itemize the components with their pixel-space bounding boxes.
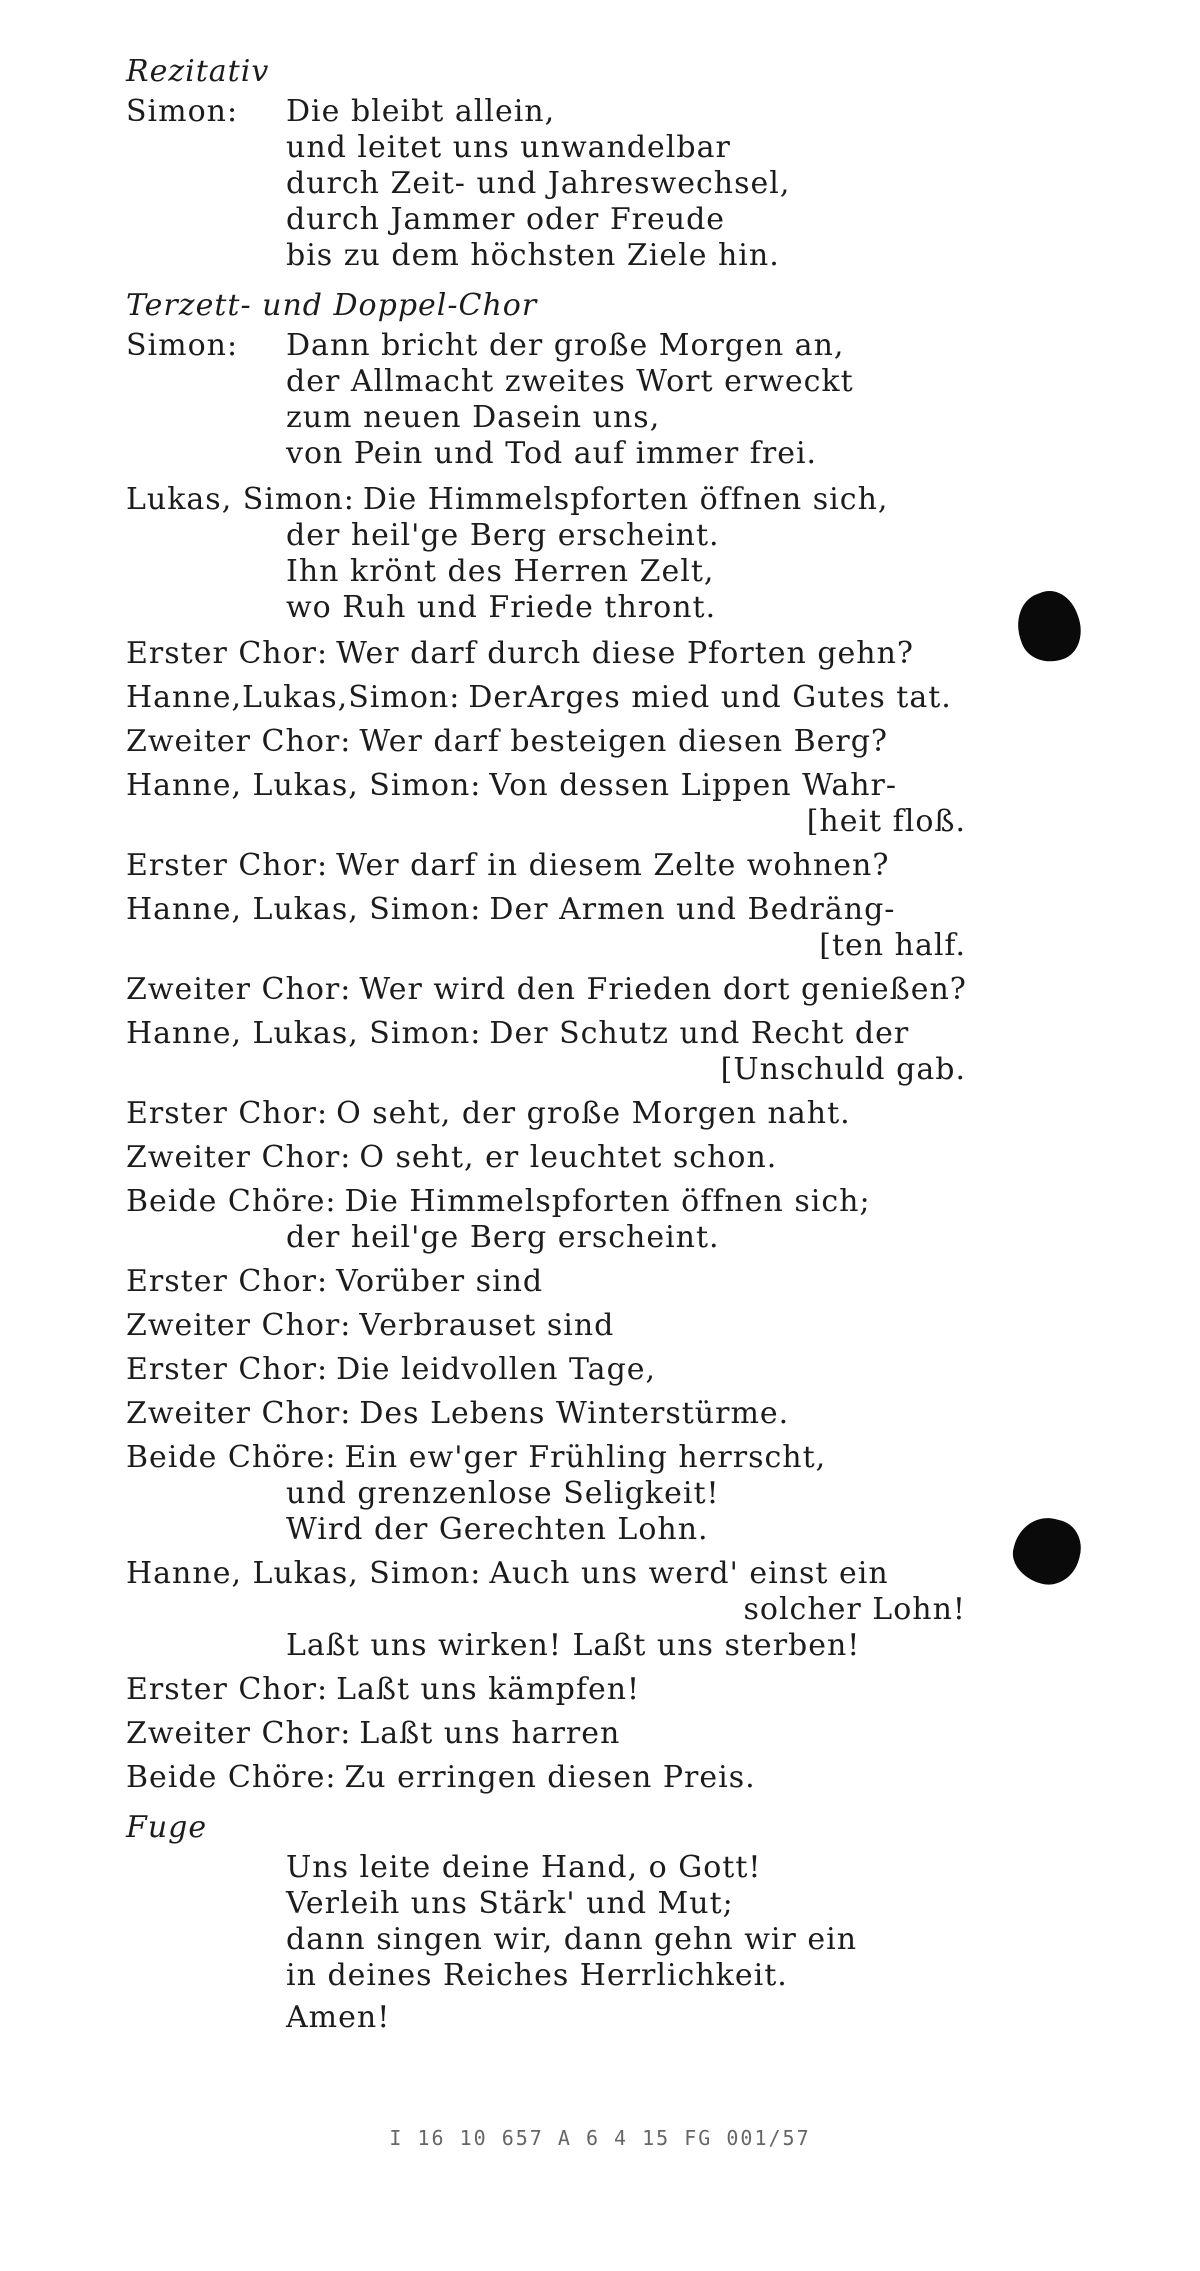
- exchange-row: [126, 1352, 1006, 1388]
- verse-line: Laßt uns wirken! Laßt uns sterben!: [286, 1628, 861, 1663]
- exchange-row: [126, 636, 1006, 672]
- speaker-label: Zweiter Chor:: [126, 1140, 352, 1175]
- exchange-continuation: [126, 1592, 966, 1628]
- verse-line: durch Zeit- und Jahreswechsel,: [286, 166, 791, 201]
- speaker-label: Simon:: [126, 94, 239, 129]
- verse-line: Die bleibt allein,: [286, 94, 556, 129]
- continuation-text: [heit floß.: [806, 804, 966, 839]
- exchange-row: [126, 1672, 1006, 1708]
- verse-lines: [286, 328, 854, 472]
- ink-blot: [1008, 584, 1090, 671]
- verse-line: zum neuen Dasein uns,: [286, 400, 661, 435]
- exchange-row: [126, 972, 1006, 1008]
- exchange-row: [126, 1140, 1006, 1176]
- rezitativ-simon-block: [126, 94, 1006, 274]
- verse-line: Verleih uns Stärk' und Mut;: [286, 1886, 734, 1921]
- speaker-label: Beide Chöre:: [126, 1440, 337, 1475]
- speaker-label: Hanne,Lukas,Simon:: [126, 680, 461, 715]
- speaker-label: Hanne, Lukas, Simon:: [126, 892, 482, 927]
- exchange-row: [126, 1396, 1006, 1432]
- speaker-label: Hanne, Lukas, Simon:: [126, 768, 482, 803]
- section-heading-terzett: Terzett- und Doppel-Chor: [126, 288, 538, 323]
- exchange-text: Wer darf besteigen diesen Berg?: [359, 724, 888, 759]
- printer-code: I 16 10 657 A 6 4 15 FG 001/57: [389, 2126, 811, 2150]
- continuation-text: [Unschuld gab.: [720, 1052, 966, 1087]
- verse-lines: [286, 94, 790, 274]
- continuation-text: [ten half.: [819, 928, 966, 963]
- speaker-label: Zweiter Chor:: [126, 724, 352, 759]
- exchange-row: [126, 848, 1006, 884]
- verse-line: Dann bricht der große Morgen an,: [286, 328, 845, 363]
- speaker-label: Zweiter Chor:: [126, 1308, 352, 1343]
- speaker-label: Zweiter Chor:: [126, 972, 352, 1007]
- terzett-simon-block: [126, 328, 1006, 472]
- section-heading-fuge: Fuge: [126, 1810, 208, 1845]
- verse-line: und leitet uns unwandelbar: [286, 130, 731, 165]
- speaker-label: Erster Chor:: [126, 1352, 329, 1387]
- exchange-row: [126, 892, 1006, 928]
- hanne-lukas-simon-row: [126, 1556, 1006, 1592]
- speaker-label: Erster Chor:: [126, 1672, 329, 1707]
- exchange-text: Der Armen und Bedräng-: [489, 892, 896, 927]
- section-heading-rezitativ: Rezitativ: [126, 54, 270, 89]
- amen-line: Amen!: [286, 2000, 391, 2035]
- speaker-label: Simon:: [126, 328, 239, 363]
- verse-line: Ihn krönt des Herren Zelt,: [286, 554, 715, 589]
- exchange-text: Des Lebens Winterstürme.: [359, 1396, 790, 1431]
- exchange-text: Die leidvollen Tage,: [336, 1352, 657, 1387]
- speaker-label: Hanne, Lukas, Simon:: [126, 1016, 482, 1051]
- exchange-text: O seht, der große Morgen naht.: [336, 1096, 851, 1131]
- exchange-text: Zu erringen diesen Preis.: [344, 1760, 756, 1795]
- speaker-label: Lukas, Simon:: [126, 482, 355, 517]
- verse-line: der heil'ge Berg erscheint.: [286, 518, 720, 553]
- exchange-text: Wer wird den Frieden dort genießen?: [359, 972, 967, 1007]
- exchange-row: [126, 1308, 1006, 1344]
- speaker-label: Erster Chor:: [126, 1096, 329, 1131]
- verse-line: durch Jammer oder Freude: [286, 202, 726, 237]
- verse-line: der heil'ge Berg erscheint.: [286, 1220, 720, 1255]
- speaker-label: Zweiter Chor:: [126, 1716, 352, 1751]
- exchange-text: Von dessen Lippen Wahr-: [489, 768, 898, 803]
- speaker-label: Erster Chor:: [126, 636, 329, 671]
- continuation-text: solcher Lohn!: [743, 1592, 966, 1627]
- speaker-label: Zweiter Chor:: [126, 1396, 352, 1431]
- verse-line: dann singen wir, dann gehn wir ein: [286, 1922, 858, 1957]
- exchange-text: Wer darf durch diese Pforten gehn?: [336, 636, 915, 671]
- speaker-label: Erster Chor:: [126, 848, 329, 883]
- exchange-text: Laßt uns harren: [359, 1716, 621, 1751]
- exchange-row: [126, 768, 966, 804]
- libretto-page: [126, 52, 1006, 2044]
- exchange-row: [126, 1264, 1006, 1300]
- speaker-label: Hanne, Lukas, Simon:: [126, 1556, 482, 1591]
- verse-line: bis zu dem höchsten Ziele hin.: [286, 238, 780, 273]
- exchange-row: [126, 1760, 1006, 1796]
- beide-chore-row: [126, 1440, 1006, 1476]
- exchange-continuation: [126, 928, 966, 964]
- verse-line: in deines Reiches Herrlichkeit.: [286, 1958, 788, 1993]
- exchange-text: Vorüber sind: [336, 1264, 544, 1299]
- exchange-text: Wer darf in diesem Zelte wohnen?: [336, 848, 890, 883]
- verse-line: von Pein und Tod auf immer frei.: [286, 436, 818, 471]
- speaker-label: Beide Chöre:: [126, 1184, 337, 1219]
- verse-line: der Allmacht zweites Wort erweckt: [286, 364, 854, 399]
- verse-line: und grenzenlose Seligkeit!: [286, 1476, 720, 1511]
- exchange-text: DerArges mied und Gutes tat.: [468, 680, 952, 715]
- verse-line: wo Ruh und Friede thront.: [286, 590, 717, 625]
- exchange-text: Die Himmelspforten öffnen sich;: [344, 1184, 871, 1219]
- exchange-row: [126, 1096, 1006, 1132]
- beide-chore-row: [126, 1184, 1006, 1220]
- exchange-text: Verbrauset sind: [359, 1308, 615, 1343]
- verse-line: Uns leite deine Hand, o Gott!: [286, 1850, 762, 1885]
- exchange-text: Auch uns werd' einst ein: [489, 1556, 889, 1591]
- exchange-text: Ein ew'ger Frühling herrscht,: [344, 1440, 827, 1475]
- exchange-row: [126, 1016, 1006, 1052]
- verse-line: Die Himmelspforten öffnen sich,: [362, 482, 889, 517]
- verse-line: Wird der Gerechten Lohn.: [286, 1512, 709, 1547]
- exchange-row: [126, 680, 1006, 716]
- exchange-text: Der Schutz und Recht der: [489, 1016, 910, 1051]
- ink-blot: [1007, 1511, 1088, 1592]
- exchange-text: O seht, er leuchtet schon.: [359, 1140, 778, 1175]
- lukas-simon-block: [126, 482, 1006, 518]
- exchange-row: [126, 724, 1006, 760]
- exchange-continuation: [126, 804, 966, 840]
- speaker-label: Erster Chor:: [126, 1264, 329, 1299]
- exchange-row: [126, 1716, 1006, 1752]
- speaker-label: Beide Chöre:: [126, 1760, 337, 1795]
- exchange-text: Laßt uns kämpfen!: [336, 1672, 641, 1707]
- exchange-continuation: [126, 1052, 966, 1088]
